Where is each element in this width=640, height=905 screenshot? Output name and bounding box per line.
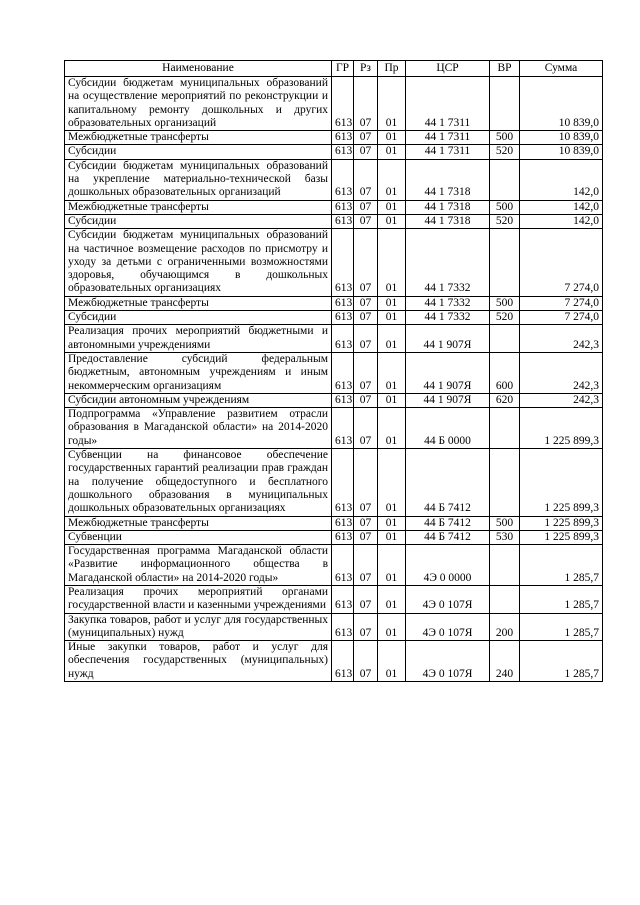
header-csr: ЦСР — [406, 61, 490, 77]
cell-sum: 7 274,0 — [520, 311, 603, 325]
cell-gr: 613 — [332, 145, 354, 159]
cell-csr: 44 1 7318 — [406, 159, 490, 200]
cell-name: Межбюджетные трансферты — [65, 200, 332, 214]
budget-table — [64, 60, 603, 682]
cell-gr: 613 — [332, 641, 354, 682]
cell-rz: 07 — [354, 545, 378, 586]
cell-rz: 07 — [354, 449, 378, 516]
cell-sum: 10 839,0 — [520, 77, 603, 131]
cell-sum: 242,3 — [520, 352, 603, 393]
table-row — [65, 159, 603, 200]
cell-csr: 44 1 7332 — [406, 311, 490, 325]
cell-sum: 1 225 899,3 — [520, 530, 603, 544]
cell-csr: 44 1 7318 — [406, 214, 490, 228]
cell-sum: 7 274,0 — [520, 229, 603, 296]
cell-vr: 240 — [490, 641, 520, 682]
cell-csr: 44 1 907Я — [406, 325, 490, 353]
table-row — [65, 530, 603, 544]
cell-vr: 600 — [490, 352, 520, 393]
cell-gr: 613 — [332, 200, 354, 214]
cell-pr: 01 — [378, 516, 406, 530]
header-sum: Сумма — [520, 61, 603, 77]
cell-name: Субсидии — [65, 214, 332, 228]
table-row — [65, 613, 603, 641]
cell-vr: 200 — [490, 613, 520, 641]
table-row — [65, 214, 603, 228]
cell-pr: 01 — [378, 214, 406, 228]
table-row — [65, 311, 603, 325]
cell-rz: 07 — [354, 77, 378, 131]
table-row — [65, 229, 603, 296]
cell-vr — [490, 449, 520, 516]
cell-vr: 620 — [490, 393, 520, 407]
table-row — [65, 325, 603, 353]
cell-sum: 242,3 — [520, 393, 603, 407]
cell-csr: 44 1 7318 — [406, 200, 490, 214]
cell-rz: 07 — [354, 585, 378, 613]
table-row — [65, 393, 603, 407]
cell-sum: 142,0 — [520, 214, 603, 228]
cell-name: Субсидии автономным учреждениям — [65, 393, 332, 407]
cell-vr — [490, 77, 520, 131]
header-rz: Рз — [354, 61, 378, 77]
cell-gr: 613 — [332, 296, 354, 310]
cell-gr: 613 — [332, 393, 354, 407]
cell-vr: 520 — [490, 311, 520, 325]
cell-rz: 07 — [354, 352, 378, 393]
document-page — [64, 60, 602, 682]
cell-pr: 01 — [378, 159, 406, 200]
cell-pr: 01 — [378, 393, 406, 407]
cell-vr: 530 — [490, 530, 520, 544]
cell-name: Межбюджетные трансферты — [65, 296, 332, 310]
table-row — [65, 408, 603, 449]
cell-csr: 44 1 7311 — [406, 77, 490, 131]
cell-csr: 44 1 7332 — [406, 296, 490, 310]
table-row — [65, 449, 603, 516]
cell-rz: 07 — [354, 325, 378, 353]
table-row — [65, 296, 603, 310]
cell-rz: 07 — [354, 393, 378, 407]
cell-csr: 4Э 0 107Я — [406, 641, 490, 682]
header-gr: ГР — [332, 61, 354, 77]
cell-pr: 01 — [378, 131, 406, 145]
cell-gr: 613 — [332, 229, 354, 296]
table-row — [65, 200, 603, 214]
cell-gr: 613 — [332, 77, 354, 131]
cell-csr: 4Э 0 0000 — [406, 545, 490, 586]
cell-gr: 613 — [332, 545, 354, 586]
cell-vr — [490, 585, 520, 613]
cell-pr: 01 — [378, 77, 406, 131]
cell-csr: 44 1 907Я — [406, 352, 490, 393]
cell-rz: 07 — [354, 296, 378, 310]
cell-sum: 142,0 — [520, 159, 603, 200]
cell-vr: 520 — [490, 214, 520, 228]
cell-name: Субвенции на финансовое обеспечение государственных гарантий реализации прав граждан на получение общедоступного и бесплатного дошкольного образования в муниципальных дошкольных образовательных организациях — [65, 449, 332, 516]
cell-rz: 07 — [354, 229, 378, 296]
cell-gr: 613 — [332, 325, 354, 353]
cell-vr: 500 — [490, 296, 520, 310]
cell-csr: 44 Б 7412 — [406, 516, 490, 530]
cell-sum: 1 225 899,3 — [520, 449, 603, 516]
cell-rz: 07 — [354, 530, 378, 544]
cell-gr: 613 — [332, 159, 354, 200]
cell-gr: 613 — [332, 516, 354, 530]
cell-name: Субсидии — [65, 311, 332, 325]
cell-name: Подпрограмма «Управление развитием отрасли образования в Магаданской области» на 2014-2020 годы» — [65, 408, 332, 449]
table-body — [65, 77, 603, 682]
cell-name: Реализация прочих мероприятий органами государственной власти и казенными учреждениями — [65, 585, 332, 613]
cell-pr: 01 — [378, 545, 406, 586]
cell-name: Закупка товаров, работ и услуг для государственных (муниципальных) нужд — [65, 613, 332, 641]
cell-name: Субсидии бюджетам муниципальных образований на осуществление мероприятий по реконструкции и капитальному ремонту дошкольных и других образовательных организаций — [65, 77, 332, 131]
cell-pr: 01 — [378, 311, 406, 325]
cell-gr: 613 — [332, 613, 354, 641]
cell-gr: 613 — [332, 408, 354, 449]
table-row — [65, 516, 603, 530]
cell-gr: 613 — [332, 352, 354, 393]
cell-sum: 10 839,0 — [520, 145, 603, 159]
cell-csr: 44 1 7311 — [406, 131, 490, 145]
cell-name: Субвенции — [65, 530, 332, 544]
cell-rz: 07 — [354, 641, 378, 682]
cell-csr: 4Э 0 107Я — [406, 585, 490, 613]
cell-sum: 1 225 899,3 — [520, 516, 603, 530]
cell-rz: 07 — [354, 200, 378, 214]
cell-name: Субсидии бюджетам муниципальных образований на укрепление материально-технической базы дошкольных образовательных организаций — [65, 159, 332, 200]
cell-sum: 1 285,7 — [520, 641, 603, 682]
cell-csr: 44 Б 7412 — [406, 530, 490, 544]
cell-pr: 01 — [378, 585, 406, 613]
cell-pr: 01 — [378, 200, 406, 214]
cell-vr: 500 — [490, 131, 520, 145]
cell-csr: 44 1 7332 — [406, 229, 490, 296]
cell-sum: 1 285,7 — [520, 545, 603, 586]
cell-gr: 613 — [332, 449, 354, 516]
cell-name: Иные закупки товаров, работ и услуг для обеспечения государственных (муниципальных) нужд — [65, 641, 332, 682]
cell-rz: 07 — [354, 145, 378, 159]
cell-rz: 07 — [354, 408, 378, 449]
cell-rz: 07 — [354, 613, 378, 641]
cell-pr: 01 — [378, 641, 406, 682]
table-row — [65, 585, 603, 613]
cell-rz: 07 — [354, 131, 378, 145]
cell-name: Государственная программа Магаданской области «Развитие информационного общества в Магаданской области» на 2014-2020 годы» — [65, 545, 332, 586]
cell-vr — [490, 229, 520, 296]
cell-vr: 520 — [490, 145, 520, 159]
header-pr: Пр — [378, 61, 406, 77]
cell-sum: 242,3 — [520, 325, 603, 353]
cell-rz: 07 — [354, 214, 378, 228]
cell-csr: 44 1 7311 — [406, 145, 490, 159]
cell-name: Реализация прочих мероприятий бюджетными и автономными учреждениями — [65, 325, 332, 353]
cell-sum: 7 274,0 — [520, 296, 603, 310]
cell-gr: 613 — [332, 530, 354, 544]
cell-pr: 01 — [378, 145, 406, 159]
table-row — [65, 641, 603, 682]
cell-sum: 1 285,7 — [520, 613, 603, 641]
cell-gr: 613 — [332, 311, 354, 325]
cell-sum: 142,0 — [520, 200, 603, 214]
cell-pr: 01 — [378, 408, 406, 449]
cell-pr: 01 — [378, 449, 406, 516]
cell-pr: 01 — [378, 613, 406, 641]
cell-pr: 01 — [378, 296, 406, 310]
cell-csr: 4Э 0 107Я — [406, 613, 490, 641]
cell-vr: 500 — [490, 200, 520, 214]
header-name: Наименование — [65, 61, 332, 77]
cell-rz: 07 — [354, 311, 378, 325]
table-row — [65, 131, 603, 145]
table-header-row — [65, 61, 603, 77]
cell-pr: 01 — [378, 530, 406, 544]
cell-csr: 44 Б 7412 — [406, 449, 490, 516]
cell-vr — [490, 325, 520, 353]
cell-sum: 1 225 899,3 — [520, 408, 603, 449]
cell-pr: 01 — [378, 325, 406, 353]
cell-vr: 500 — [490, 516, 520, 530]
cell-name: Субсидии — [65, 145, 332, 159]
cell-csr: 44 1 907Я — [406, 393, 490, 407]
cell-csr: 44 Б 0000 — [406, 408, 490, 449]
table-row — [65, 77, 603, 131]
cell-gr: 613 — [332, 214, 354, 228]
cell-name: Субсидии бюджетам муниципальных образований на частичное возмещение расходов по присмотру и уходу за детьми с ограниченными возможностями здоровья, обучающимся в дошкольных образовательных организациях — [65, 229, 332, 296]
cell-name: Предоставление субсидий федеральным бюджетным, автономным учреждениям и иным некоммерческим организациям — [65, 352, 332, 393]
cell-gr: 613 — [332, 131, 354, 145]
cell-rz: 07 — [354, 516, 378, 530]
table-row — [65, 352, 603, 393]
cell-pr: 01 — [378, 352, 406, 393]
cell-vr — [490, 159, 520, 200]
cell-vr — [490, 545, 520, 586]
cell-sum: 1 285,7 — [520, 585, 603, 613]
cell-rz: 07 — [354, 159, 378, 200]
cell-name: Межбюджетные трансферты — [65, 516, 332, 530]
cell-vr — [490, 408, 520, 449]
cell-sum: 10 839,0 — [520, 131, 603, 145]
cell-pr: 01 — [378, 229, 406, 296]
header-vr: ВР — [490, 61, 520, 77]
cell-gr: 613 — [332, 585, 354, 613]
table-row — [65, 545, 603, 586]
table-row — [65, 145, 603, 159]
cell-name: Межбюджетные трансферты — [65, 131, 332, 145]
